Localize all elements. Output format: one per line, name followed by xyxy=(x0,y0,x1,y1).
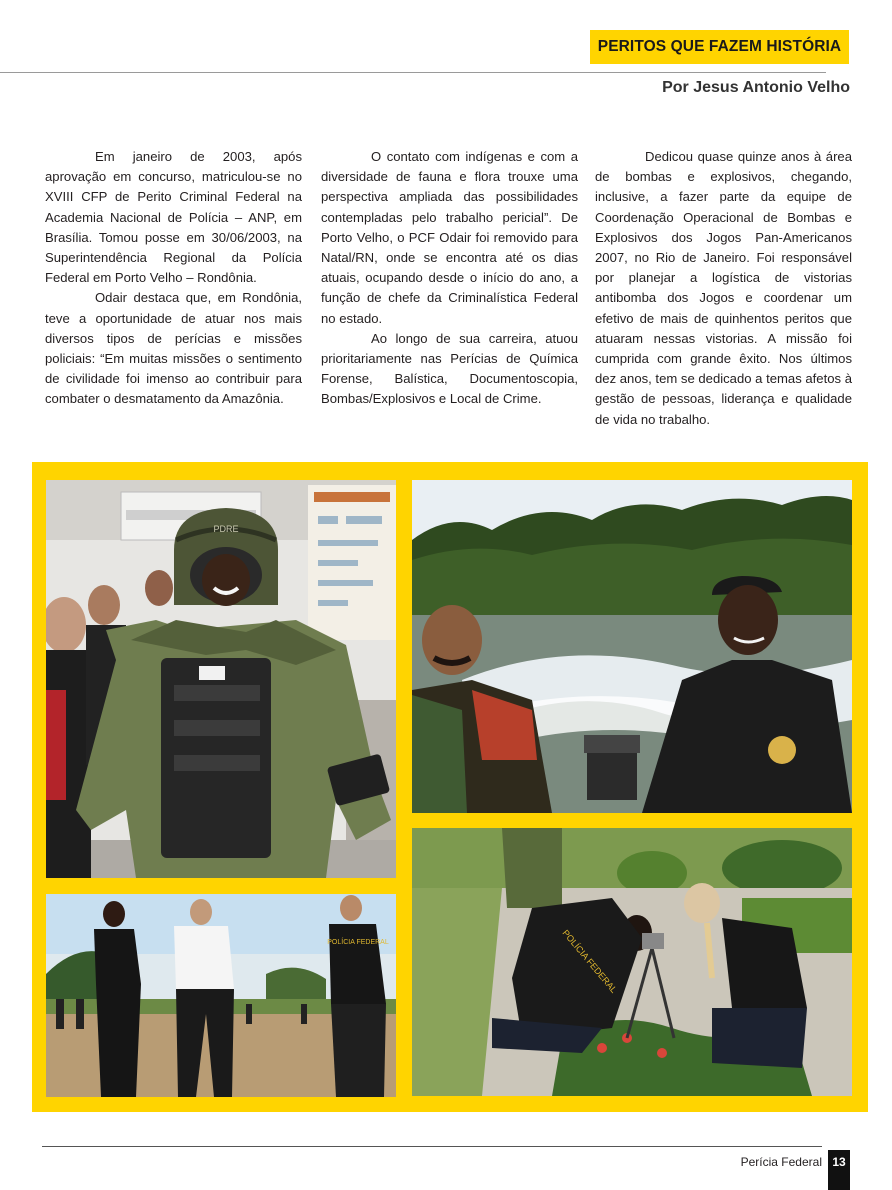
header-divider xyxy=(0,72,826,73)
paragraph: Em janeiro de 2003, após aprovação em concurso, matriculou-se no XVIII CFP de Perito Criminal Federal na Academia Nacional de Polícia – ANP, em Brasília. Tomou posse em 30/06/2003, na Superintendência Regional da Polícia Federal em Porto Velho – Rondônia. xyxy=(45,149,302,286)
text-column-1 xyxy=(45,147,302,410)
page-number: 13 xyxy=(828,1150,850,1190)
text-column-3 xyxy=(595,147,852,430)
helmet-label: PDRE xyxy=(213,524,239,534)
text-column-2 xyxy=(321,147,578,410)
paragraph: Dedicou quase quinze anos à área de bombas e explosivos, chegando, inclusive, a fazer parte da equipe de Coordenação Operacional de Bombas e Explosivos dos Jogos Pan-Americanos 2007, no Rio de Janeiro. Foi responsável por planejar a logística de vistorias antibomba dos Jogos e coordenar um efetivo de mais de quinhentos peritos que atuaram nessas vistorias. A missão foi cumprida com grande êxito. Nos últimos dez anos, tem se dedicado a temas afetos à gestão de pessoas, liderança e qualidade de vida no trabalho. xyxy=(595,149,852,427)
section-title: PERITOS QUE FAZEM HISTÓRIA xyxy=(590,30,849,64)
paragraph: Ao longo de sua carreira, atuou prioritariamente nas Perícias de Química Forense, Balística, Documentoscopia, Bombas/Explosivos e Local de Crime. xyxy=(321,330,578,407)
photo-river-boat xyxy=(412,480,852,813)
shirt-label: POLÍCIA FEDERAL xyxy=(327,939,389,946)
paragraph: Odair destaca que, em Rondônia, teve a oportunidade de atuar nos mais diversos tipos de perícias e missões policiais: “Em muitas missões o sentimento de civilidade foi imenso ao contribuir para combater o desmatamento da Amazônia. xyxy=(45,290,302,407)
photo-crime-scene xyxy=(412,828,852,1096)
photo-bomb-suit xyxy=(46,480,396,878)
photo-field-training xyxy=(46,894,396,1097)
publication-title: Perícia Federal xyxy=(740,1155,822,1169)
photo-collage xyxy=(32,462,868,1112)
shirt-label-1: POLÍCIA FEDERAL xyxy=(560,927,619,995)
paragraph: O contato com indígenas e com a diversidade de fauna e flora trouxe uma perspectiva ampliada das possibilidades contempladas pelo trabalho pericial”. De Porto Velho, o PCF Odair foi removido para Natal/RN, onde se encontra até os dias atuais, ocupando desde o início do ano, a função de chefe da Criminalística Federal no estado. xyxy=(321,149,578,326)
byline: Por Jesus Antonio Velho xyxy=(662,79,850,96)
footer-divider xyxy=(42,1146,822,1147)
